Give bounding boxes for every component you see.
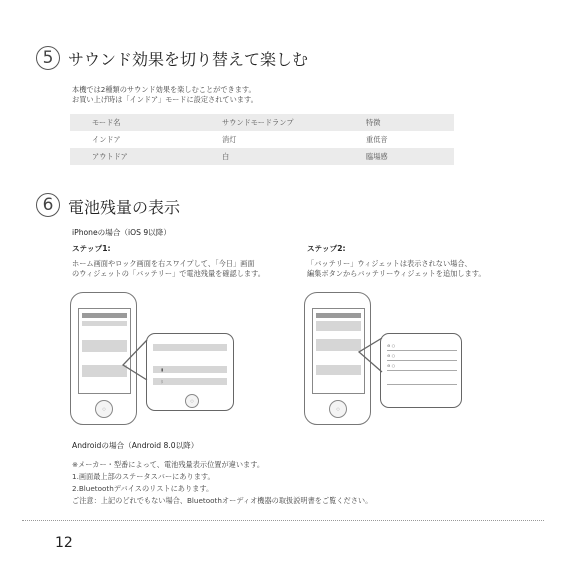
- add-widget-icon: ⊖ ○: [387, 353, 396, 358]
- step-1-text-line-2: のウィジェットの「バッテリー」で電池残量を確認します。: [72, 269, 265, 278]
- step-1-text-line-1: ホーム画面やロック画面を右スワイプして、「今日」画面: [72, 259, 255, 268]
- step-1-zoom-bubble: [146, 333, 234, 411]
- widget-bar: [82, 321, 127, 326]
- table-cell: アウトドア: [70, 148, 222, 165]
- section-6-number: 6: [36, 193, 60, 217]
- section-5-desc-line-1: 本機では2種類のサウンド効果を楽しむことができます。: [72, 85, 256, 94]
- divider: [387, 360, 457, 361]
- page-divider: [22, 520, 544, 521]
- table-header-cell: モード名: [70, 114, 222, 131]
- table-header-row: [70, 114, 454, 131]
- table-cell: 消灯: [222, 134, 237, 144]
- table-cell: 重低音: [366, 134, 388, 144]
- section-6-title: 電池残量の表示: [68, 198, 181, 217]
- table-header-cell: サウンドモードランプ: [222, 114, 366, 131]
- home-button-icon: ○: [329, 400, 347, 418]
- android-note: ※メーカー・型番によって、電池残量表示位置が違います。: [72, 460, 265, 469]
- page-number: 12: [55, 535, 73, 551]
- android-note: 2.Bluetoothデバイスのリストにあります。: [72, 484, 214, 493]
- home-button-icon: ○: [185, 394, 199, 408]
- battery-widget-row: [153, 366, 227, 373]
- add-widget-icon: ⊖ ○: [387, 363, 396, 368]
- table-cell: インドア: [92, 134, 121, 144]
- bubble-pointer: [355, 330, 385, 380]
- divider: [387, 350, 457, 351]
- iphone-heading: iPhoneの場合（iOS 9以降）: [72, 228, 171, 237]
- table-header-cell: 特徴: [366, 114, 454, 131]
- add-widget-icon: ⊖ ○: [387, 343, 396, 348]
- divider: [387, 384, 457, 385]
- bluetooth-icon: ᛒ: [161, 379, 164, 384]
- section-5-number: 5: [36, 46, 60, 70]
- battery-widget-row: [153, 378, 227, 385]
- table-row: [70, 148, 454, 165]
- section-5-title: サウンド効果を切り替えて楽しむ: [68, 50, 309, 69]
- step-2-text-line-2: 編集ボタンからバッテリーウィジェットを追加します。: [307, 269, 486, 278]
- section-5-desc-line-2: お買い上げ時は「インドア」モードに設定されています。: [72, 95, 258, 104]
- sound-mode-table: [70, 114, 454, 165]
- step-2-label: ステップ2:: [307, 244, 346, 253]
- home-button-icon: ○: [95, 400, 113, 418]
- android-heading: Androidの場合（Android 8.0以降）: [72, 441, 199, 450]
- widget-header-bar: [316, 313, 361, 318]
- step-2-zoom-bubble: [380, 333, 462, 408]
- widget-header-bar: [82, 313, 127, 318]
- table-cell: 臨場感: [366, 148, 454, 165]
- step-1-label: ステップ1:: [72, 244, 111, 253]
- step-2-text-line-1: 「バッテリー」ウィジェットは表示されない場合、: [307, 259, 472, 268]
- divider: [387, 370, 457, 371]
- battery-icon: ▮: [161, 367, 164, 372]
- android-note: ご注意：上記のどれでもない場合、Bluetoothオーディオ機器の取扱説明書をご覧ください。: [72, 496, 373, 505]
- bubble-pointer: [120, 335, 150, 385]
- android-note: 1.画面最上部のステータスバーにあります。: [72, 472, 215, 481]
- table-row: [70, 131, 454, 148]
- table-cell: 白: [222, 148, 366, 165]
- widget-bar: [153, 344, 227, 351]
